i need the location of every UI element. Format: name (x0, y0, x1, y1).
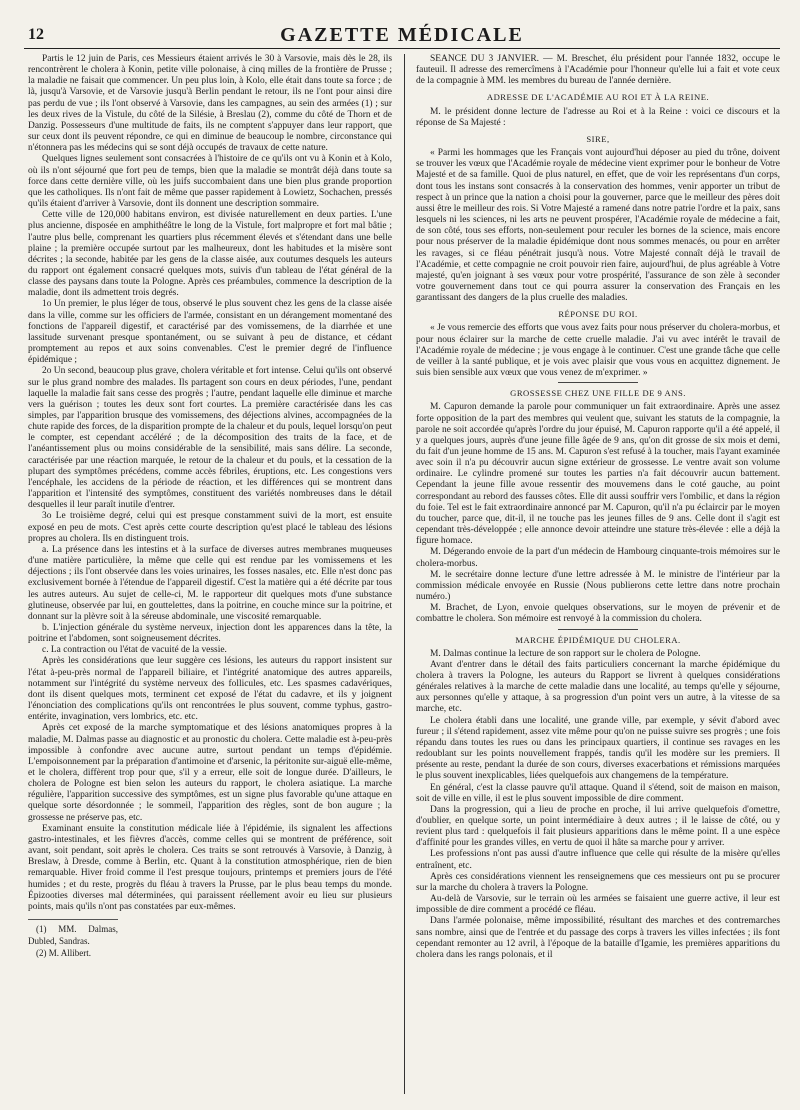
article-paragraph: Le cholera établi dans une localité, une grande ville, par exemple, y sévit d'abord avec fureur ; il s'étend rapidement, assez vite même pour qu'on ne puisse suivre ses progrès ; une fois répandu dans toutes les rues ou dans les principaux quartiers, il continue ses ravages en les redoublant sur les points nouvellement frappés, tandis qu'il les modère sur les premiers. Il présente au reste, pendant la durée de son cours, diverses exacerbations et rémissions marquées le plus souvent inexplicables, liées quelquefois aux changemens de la température. (416, 715, 780, 782)
article-paragraph: Les professions n'ont pas aussi d'autre influence que celle qui résulte de la misère qu'elles entraînent, etc. (416, 849, 780, 871)
article-paragraph: b. L'injection générale du système nerveux, injection dont les apparences dans la tête, la poitrine et l'abdomen, sont soigneusement décrites. (28, 622, 392, 645)
column-divider (404, 54, 405, 1094)
article-paragraph: M. Dalmas continue la lecture de son rapport sur le cholera de Pologne. (430, 648, 701, 659)
section-heading: GROSSESSE CHEZ UNE FILLE DE 9 ANS. (510, 388, 686, 399)
publication-title: GAZETTE MÉDICALE (280, 24, 524, 46)
section-heading: MARCHE ÉPIDÉMIQUE DU CHOLERA. (515, 634, 681, 645)
article-paragraph: M. Brachet, de Lyon, envoie quelques observations, sur le moyen de prévenir et de combattre le cholera. Son mémoire est renvoyé à la commission du cholera. (416, 603, 780, 625)
article-paragraph: M. Capuron demande la parole pour communiquer un fait extraordinaire. Après une assez forte opposition de la part des membres qui veulent que, suivant les statuts de la compagnie, la parole ne soit accordée qu'après l'ordre du jour épuisé, M. Capuron rapporte qu'il a été appelé, il y a quelques jours, auprès d'une jeune fille âgée de 9 ans, qu'on dit grosse de six mois et demi, du fait d'un jeune homme de 15 ans. M. Capuron s'est refusé à la toucher, mais l'ayant examinée avec soin il n'a pu découvrir aucun signe extérieur de grossesse. Le ventre avait son volume ordinaire. Le cylindre promené sur toutes les parties n'a fait découvrir aucun battement. Cependant la jeune fille avoue ressentir des mouvemens dans le coté gauche, au point correspondant au rebord des fausses côtes. Elle dit aussi souffrir vers l'ombilic, et dans la région du foie. Tel est le fait extraordinaire annoncé par M. Capuron, qu'il n'a pu éclaircir par le moyen du toucher, parce que, dit-il, il ne touche pas les jeunes filles de 9 ans. Celle dont il s'agit est cependant très-développée ; elle annonce devoir atteindre une stature très-élevée : elle a déjà la figure homace. (416, 402, 780, 547)
article-paragraph: En général, c'est la classe pauvre qu'il attaque. Quand il s'étend, soit de maison en maison, soit de ville en ville, il est le plus souvent impossible de dire comment. (416, 782, 780, 804)
article-paragraph: 3o Le troisième degré, celui qui est presque constamment suivi de la mort, est ensuite exposé en peu de mots. C'est après cette courte description qu'est placé le tableau des lésions propres au cholera. Ils en distinguent trois. (28, 511, 392, 544)
masthead (24, 24, 780, 49)
section-heading: RÉPONSE DU ROI. (558, 309, 638, 320)
separator-rule (558, 629, 638, 630)
article-paragraph: Quelques lignes seulement sont consacrées à l'histoire de ce qu'ils ont vu à Konin et à Kolo, où ils n'ont séjourné que fort peu de temps, bien que la maladie se montrât déjà dans toute sa force dans cette dernière ville, où les juifs succombaient dans une bien plus grande proportion que les catholiques. Ils n'ont fait de même que passer rapidement à Lowietz, Sochachen, pressés qu'ils étaient d'arriver à Varsovie, dont ils donnent une description sommaire. (28, 154, 392, 210)
article-paragraph: Partis le 12 juin de Paris, ces Messieurs étaient arrivés le 30 à Varsovie, mais dès le 28, ils rencontrèrent le cholera à Konin, petite ville polonaise, à cinq milles de la frontière de Prusse ; la maladie ne faisait que commencer. Un peu plus loin, à Kolo, elle était dans toute sa force ; de là, jusqu'à Varsovie, et de Varsovie jusqu'à Berlin pendant le retour, ils ne l'ont pour ainsi dire pas perdu de vue ; ils l'ont observé à Varsovie, dans les campagnes, au sein des armées (1) ; sur les deux rives de la Vistule, du côté de la Silésie, à Breslau (2), comme du côté de Thorn et de Danzig. Possesseurs d'une multitude de faits, ils ne comptent s'appuyer dans leur rapport, que sur ceux dont ils peuvent répondre, ce qui en diminue de beaucoup le nombre, circonstance qui n'étonnera pas les médecins qui se sont déjà occupés de travaux de cette nature. (28, 54, 392, 154)
newspaper-page (24, 24, 780, 1094)
right-column (416, 54, 780, 1094)
footnote: (2) M. Allibert. (36, 948, 91, 959)
article-paragraph: Au-delà de Varsovie, sur le terrain où les armées se faisaient une guerre active, il leur est impossible de dire comment a procédé ce fléau. (416, 894, 780, 916)
left-column (28, 54, 392, 1094)
article-paragraph: Avant d'entrer dans le détail des faits particuliers concernant la marche épidémique du cholera à travers la Pologne, les auteurs du Rapport se livrent à quelques considérations générales relatives à la marche de cette maladie dans une localité, au temps qu'elle y séjourne, aux personnes qu'elle y attaque, à sa progression d'un point vers un autre, à la vitesse de sa marche, etc. (416, 659, 780, 715)
article-paragraph: 1o Un premier, le plus léger de tous, observé le plus souvent chez les gens de la classe aisée dans la ville, comme sur les officiers de l'armée, consistant en un dérangement momentané des fonctions de l'appareil digestif, et caractérisé par des vomissemens, de la diarrhée et une lassitude survenant presque spontanément, ou se suivant à peu de distance, et cédant promptement au repos et aux soins convenables. C'est le premier degré de l'influence épidémique ; (28, 299, 392, 366)
article-paragraph: M. le président donne lecture de l'adresse au Roi et à la Reine : voici ce discours et la réponse de Sa Majesté : (416, 106, 780, 128)
article-paragraph: Après ces considérations viennent les renseignemens que ces messieurs ont pu se procurer sur la marche du cholera à travers la Pologne. (416, 871, 780, 893)
page-number: 12 (28, 26, 44, 43)
article-paragraph: Après cet exposé de la marche symptomatique et des lésions anatomiques propres à la maladie, M. Dalmas passe au diagnostic et au pronostic du cholera. Cette maladie est à-peu-près impossible à confondre avec aucune autre, surtout pendant un temps d'épidémie. L'empoisonnement par la préparation d'antimoine et d'arsenic, la péritonite sur-aiguë elle-même, et le cholera, diffèrent trop pour que, s'il y a erreur, elle soit de longue durée. D'ailleurs, le cholera de Pologne est bien selon les auteurs du rapport, le cholera asiatique. La marche régulière, l'apparition successive des symptômes, est un signe plus favorable qu'une attaque en quelque sorte désordonnée ; le sommeil, l'apparition des règles, sont de bon augure ; la grossesse ne préserve pas, etc. (28, 723, 392, 823)
article-paragraph: a. La présence dans les intestins et à la surface de diverses autres membranes muqueuses d'une matière particulière, la même que celle qui est rendue par les vomissemens et les déjections ; ils l'ont observée dans les voies urinaires, les fosses nasales, etc. Elle n'est donc pas exclusivement bornée à l'étendue de l'appareil digestif. C'est la matière qui a été décrite par tous les autres auteurs. Au sujet de celle-ci, M. le rapporteur dit quelques mots d'une substance glutineuse, observée par lui, en gouttelettes, dans la poitrine, en couche mince sur la poitrine, et donnant sur la plèvre soit à la séreuse abdominale, une viscosité remarquable. (28, 544, 392, 622)
salutation: SIRE, (586, 133, 610, 144)
article-paragraph: 2o Un second, beaucoup plus grave, cholera véritable et fort intense. Celui qu'ils ont observé sur le plus grand nombre des malades. Ils partagent son cours en deux périodes, l'une, pendant laquelle la maladie fait sans cesse des progrès ; l'autre, pendant laquelle elle diminue et marche vers la guérison ; toutes les deux sont fort courtes. La première caractérisée dans les cas simples, par l'apparition brusque des vomissemens, des déjections alvines, accompagnées de la chute rapide des forces, de la disparition prompte de la chaleur et du pouls, lequel lorsqu'on peut le compter, est cependant accéléré ; de la décomposition des traits de la face, et de l'anéantissement plus ou moins considérable de la sensibilité, mais sans délire. La seconde, caractérisée par une réaction marquée, le retour de la chaleur et du pouls, et la cessation de la plupart des symptômes précédens, comme accès fébriles, éruptions, etc. Les congestions vers l'encéphale, les accidens de la période de réaction, et les différences qui se montrent dans l'apparition et l'intensité des symptômes, constituent des variétés nombreuses dans le détail desquelles il leur paraît inutile d'entrer. (28, 366, 392, 511)
footnote: (1) MM. Dalmas, Dubled, Sandras. (28, 924, 118, 947)
footnotes (28, 919, 118, 959)
article-paragraph: Examinant ensuite la constitution médicale liée à l'épidémie, ils signalent les affections gastro-intestinales, et les fièvres d'accès, comme celles qui se montrent de préférence, soit avant, soit pendant, soit après le cholera. Ces traits se sont retrouvés à Varsovie, à Danzig, à Breslaw, à Dresde, comme à Berlin, etc. Quant à la constitution atmosphérique, rien de bien remarquable. Hiver froid comme il l'est presque toujours, printemps et premiers jours de l'été humides ; et du reste, progrès du fléau à travers la Prusse, par le plus beau temps du monde. Épizooties diverses mal déterminées, qui paraissent réellement avoir eu lieu sur plusieurs points, mais qu'ils n'ont pas constatées par eux-mêmes. (28, 823, 392, 912)
article-paragraph: Dans l'armée polonaise, même impossibilité, résultant des marches et des contremarches sans nombre, ainsi que de l'entrée et du passage des corps à travers les villes infectées ; ils font cependant remonter au 12 avril, à l'époque de la bataille d'Igamie, les premières apparitions du cholera dans les rangs polonais, et il (416, 916, 780, 960)
article-paragraph: Après les considérations que leur suggère ces lésions, les auteurs du rapport insistent sur l'état à-peu-près normal de l'appareil biliaire, et l'intégrité anatomique des autres appareils, notamment sur l'intégrité du système nerveux des follicules, etc. Les spasmes cadavériques, dont ils disent quelques mots, terminent cet exposé de l'état du cadavre, et ils y joignent l'énonciation des complications qu'ils ont rencontrées le plus souvent, comme typhus, gastro-entérite, invagination, vers lombrics, etc. etc. (28, 656, 392, 723)
article-paragraph: M. le secrétaire donne lecture d'une lettre adressée à M. le ministre de l'intérieur par la commission médicale envoyée en Russie (Nous publierons cette lettre dans notre prochain numéro.) (416, 569, 780, 603)
separator-rule (558, 382, 638, 383)
article-paragraph: Cette ville de 120,000 habitans environ, est divisée naturellement en deux parties. L'une plus ancienne, disposée en amphithéâtre le long de la Vistule, fort malpropre et fort mal bâtie ; l'autre plus belle, comprenant les quartiers plus récemment élevés et s'étendant dans une belle plaine ; la première occupée surtout par les malheureux, dont les habitudes et la misère sont décrites ; la seconde, habitée par les gens de la classe aisée, aux coutumes desquels les auteurs du rapport ont également consacré quelques mots, suivis d'un tableau de l'état général de la classe des paysans dans toute la Pologne. Après ces préambules, commence la description de la maladie, dont ils admettent trois degrés. (28, 210, 392, 299)
address-text: « Parmi les hommages que les Français vont aujourd'hui déposer au pied du trône, doivent se trouver les vœux que l'Académie royale de médecine vient exprimer pour le bonheur de Votre Majesté et de sa famille. Quoi de plus naturel, en effet, que de voir les représentans d'un corps, dont tous les instans sont consacrés à la conservation des hommes, venir apporter un tribut de respect à un prince que la nation a choisi pour la gouverner, parce que le meilleur des pères doit aussi être le meilleur des rois. Si Votre Majesté a ramené dans notre patrie l'ordre et la paix, sans lesquels ni les sciences, ni les arts ne peuvent prospérer, l'Académie royale de médecine a fait, de son côté, tous ses efforts, non-seulement pour reculer les bornes de la science, mais encore pour nous préserver de la maladie épidémique dont nous sommes menacés, ou pour en arrêter les ravages, si ce fléau pénétrait jusqu'à nous. Votre Majesté connaît déjà le travail de l'Académie, et cette compagnie ne croit pouvoir rien faire, aujourd'hui, de plus agréable à Votre majesté, qu'en joignant à ses vœux pour votre prospérité, l'assurance de son zèle à seconder votre gouvernement dans tout ce qui pourra assurer la conservation des Français en les garantissant des dangers de la plus cruelle des maladies. (416, 148, 780, 304)
session-intro: SÉANCE DU 3 JANVIER. — M. Breschet, élu président pour l'année 1832, occupe le fauteuil. Il adresse des remercîmens à l'Académie pour l'honneur qu'elle lui a fait et vote ceux de la compagnie à MM. les membres du bureau de l'année dernière. (416, 54, 780, 87)
article-paragraph: M. Dégerando envoie de la part d'un médecin de Hambourg cinquante-trois mémoires sur le cholera-morbus. (416, 547, 780, 569)
article-paragraph: Dans la progression, qui a lieu de proche en proche, il lui arrive quelquefois d'omettre, d'oublier, en quelque sorte, un point intermédiaire à deux autres ; il le laisse de côté, ou y revient plus tard : quelquefois il fait plusieurs apparitions dans le même point. Il a une espèce d'affinité pour les grandes villes, en vertu de quoi il hâte sa marche pour y arriver. (416, 804, 780, 849)
reply-text: « Je vous remercie des efforts que vous avez faits pour nous préserver du cholera-morbus, et pour nous éclairer sur la marche de cette cruelle maladie. J'ai vu avec intérêt le travail de l'Académie royale de médecine ; je vous engage à le continuer. C'est une grande tâche que celle de veiller à la santé publique, et je vois avec plaisir que vous vous en acquittez dignement. Je suis bien sensible aux vœux que vous venez de m'exprimer. » (416, 323, 780, 379)
columns (24, 54, 780, 1094)
section-heading: ADRESSE DE L'ACADÉMIE AU ROI ET À LA REINE. (486, 92, 710, 103)
article-paragraph: c. La contraction ou l'état de vacuité de la vessie. (42, 645, 227, 656)
